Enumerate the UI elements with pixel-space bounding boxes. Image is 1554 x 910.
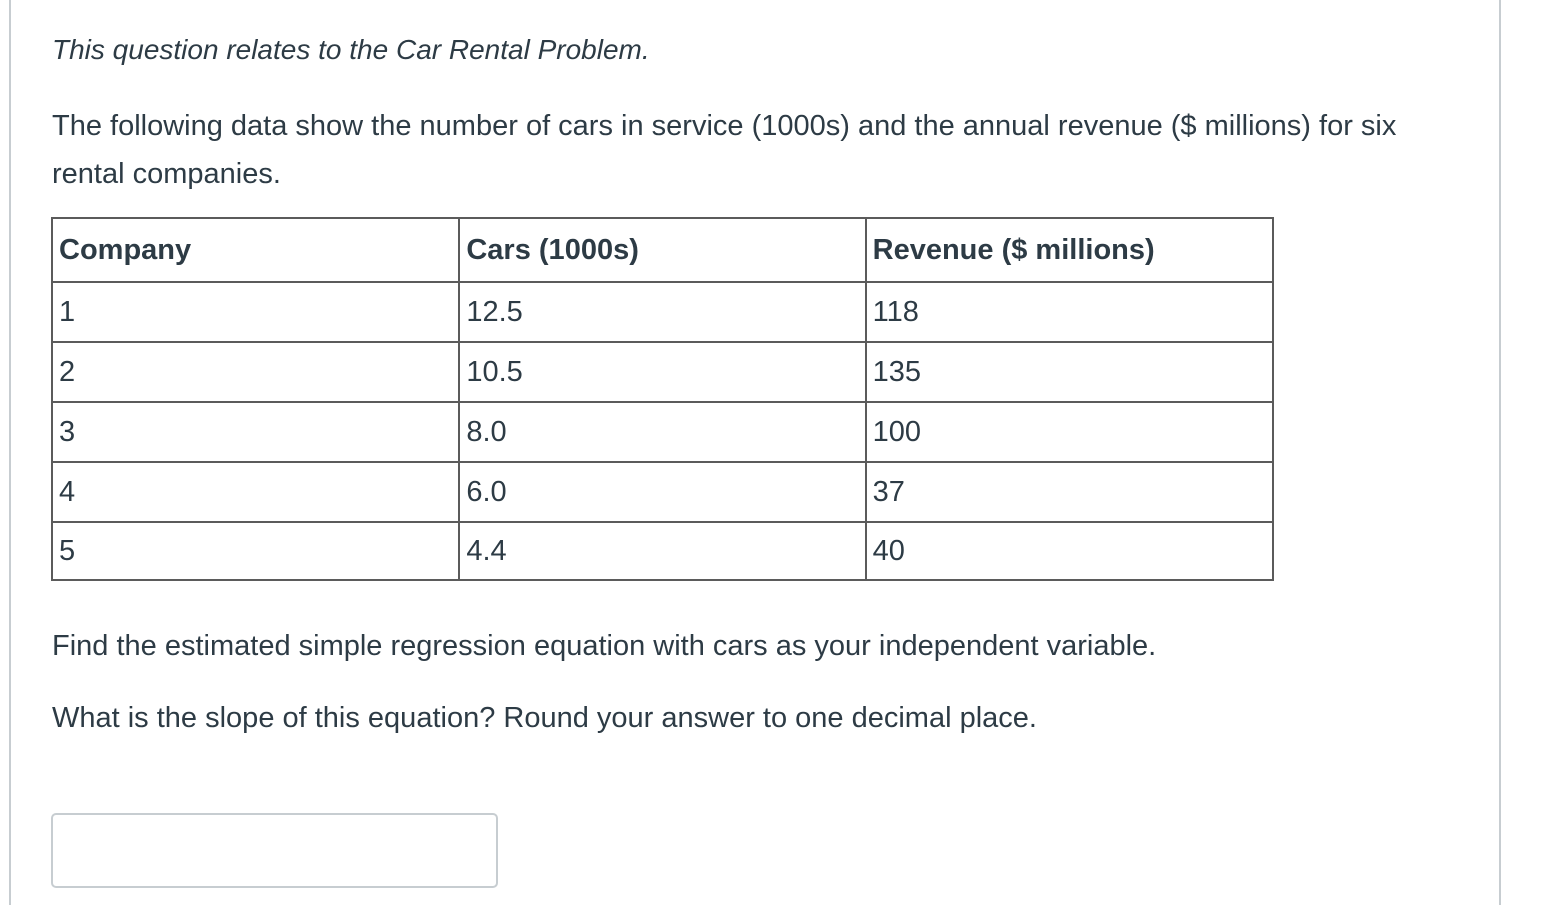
cell-cars: 4.4	[459, 522, 865, 580]
cell-revenue: 40	[866, 522, 1273, 580]
question-prompt-equation: Find the estimated simple regression equation with cars as your independent variable.	[52, 630, 1157, 662]
cell-cars: 12.5	[459, 282, 865, 342]
table-row	[52, 402, 1273, 462]
question-description: The following data show the number of cars in service (1000s) and the annual revenue ($ millions) for six rental companies.	[52, 110, 1397, 190]
header-cars: Cars (1000s)	[459, 218, 865, 282]
cell-cars: 10.5	[459, 342, 865, 402]
cell-revenue: 37	[866, 462, 1273, 522]
data-table	[51, 217, 1274, 581]
cell-revenue: 100	[866, 402, 1273, 462]
cell-revenue: 135	[866, 342, 1273, 402]
cell-company: 1	[52, 282, 459, 342]
left-border	[9, 0, 11, 905]
cell-company: 4	[52, 462, 459, 522]
table-row	[52, 282, 1273, 342]
cell-company: 2	[52, 342, 459, 402]
cell-cars: 6.0	[459, 462, 865, 522]
header-revenue: Revenue ($ millions)	[866, 218, 1273, 282]
question-prompt-slope: What is the slope of this equation? Round your answer to one decimal place.	[52, 702, 1037, 734]
cell-company: 3	[52, 402, 459, 462]
right-border	[1499, 0, 1501, 905]
table-row	[52, 462, 1273, 522]
header-company: Company	[52, 218, 459, 282]
answer-input[interactable]	[51, 813, 498, 888]
cell-revenue: 118	[866, 282, 1273, 342]
question-intro: This question relates to the Car Rental Problem.	[52, 34, 650, 65]
table-header-row	[52, 218, 1273, 282]
table-row	[52, 522, 1273, 580]
table-row	[52, 342, 1273, 402]
cell-cars: 8.0	[459, 402, 865, 462]
cell-company: 5	[52, 522, 459, 580]
